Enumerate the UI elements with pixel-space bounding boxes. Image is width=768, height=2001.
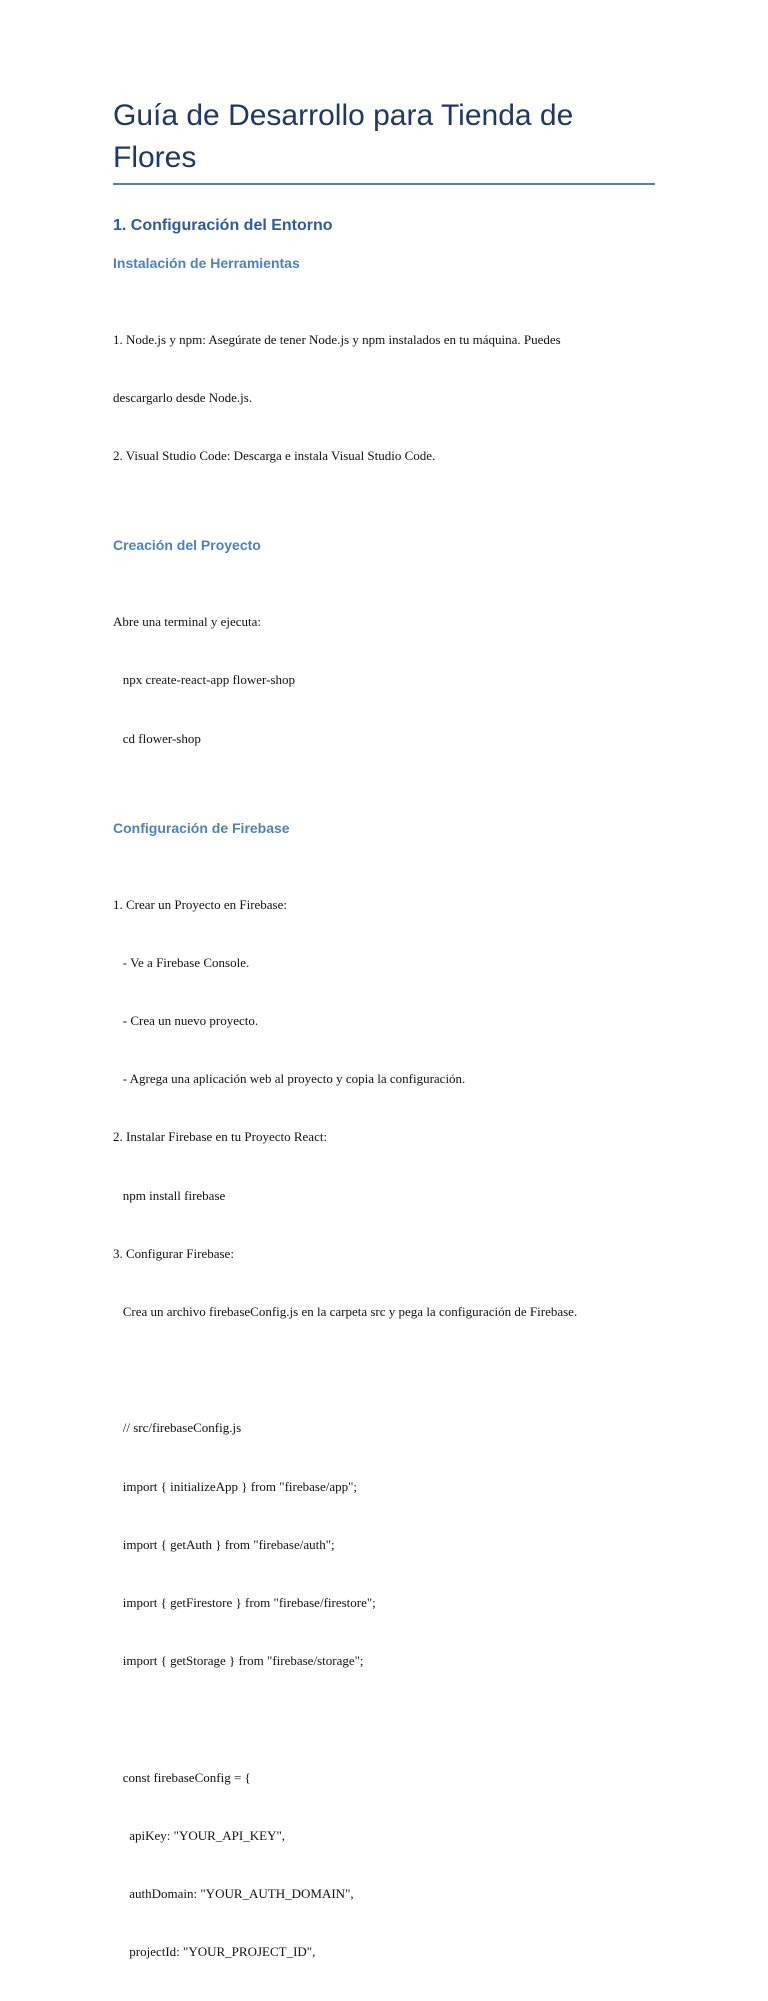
text-line: Abre una terminal y ejecuta: (113, 614, 261, 630)
document-title-line-1: Guía de Desarrollo para Tienda de (113, 99, 574, 132)
code-line: // src/firebaseConfig.js (113, 1420, 242, 1436)
code-line: npx create-react-app flower-shop (113, 672, 296, 688)
text-line: descargarlo desde Node.js. (113, 390, 253, 406)
document-body (113, 95, 655, 2001)
document-title (113, 95, 655, 179)
text-line: - Crea un nuevo proyecto. (113, 1013, 259, 1029)
code-line: apiKey: "YOUR_API_KEY", (113, 1827, 286, 1843)
code-line: cd flower-shop (113, 730, 201, 746)
text-line: 1. Crear un Proyecto en Firebase: (113, 896, 288, 912)
paragraph-configuracion-firebase (113, 856, 655, 2001)
code-line: import { getStorage } from "firebase/storage"; (113, 1653, 364, 1669)
code-line: authDomain: "YOUR_AUTH_DOMAIN", (113, 1886, 354, 1902)
text-line: - Ve a Firebase Console. (113, 954, 250, 970)
code-line: import { initializeApp } from "firebase/app"; (113, 1478, 358, 1494)
code-line: projectId: "YOUR_PROJECT_ID", (113, 1944, 316, 1960)
text-line: 1. Node.js y npm: Asegúrate de tener Node.js y npm instalados en tu máquina. Puedes (113, 331, 561, 347)
subheading-creacion-proyecto: Creación del Proyecto (113, 537, 261, 554)
text-line: 3. Configurar Firebase: (113, 1245, 234, 1261)
section-heading-configuracion-entorno: 1. Configuración del Entorno (113, 217, 333, 234)
text-line: Crea un archivo firebaseConfig.js en la carpeta src y pega la configuración de Firebase. (113, 1304, 578, 1320)
text-line: 2. Instalar Firebase en tu Proyecto React: (113, 1129, 328, 1145)
document-title-line-2: Flores (113, 141, 197, 174)
text-line: - Agrega una aplicación web al proyecto y copia la configuración. (113, 1071, 466, 1087)
code-line: npm install firebase (113, 1187, 226, 1203)
blank-line (113, 1360, 655, 1379)
blank-line (113, 1710, 655, 1729)
text-line: 2. Visual Studio Code: Descarga e instala Visual Studio Code. (113, 448, 436, 464)
paragraph-instalacion (113, 291, 655, 504)
code-line: const firebaseConfig = { (113, 1769, 251, 1785)
paragraph-creacion-proyecto (113, 573, 655, 786)
title-underline (113, 183, 655, 185)
subheading-configuracion-firebase: Configuración de Firebase (113, 819, 290, 836)
code-line: import { getAuth } from "firebase/auth"; (113, 1536, 335, 1552)
subheading-instalacion-herramientas: Instalación de Herramientas (113, 255, 300, 271)
code-line: import { getFirestore } from "firebase/firestore"; (113, 1595, 376, 1611)
